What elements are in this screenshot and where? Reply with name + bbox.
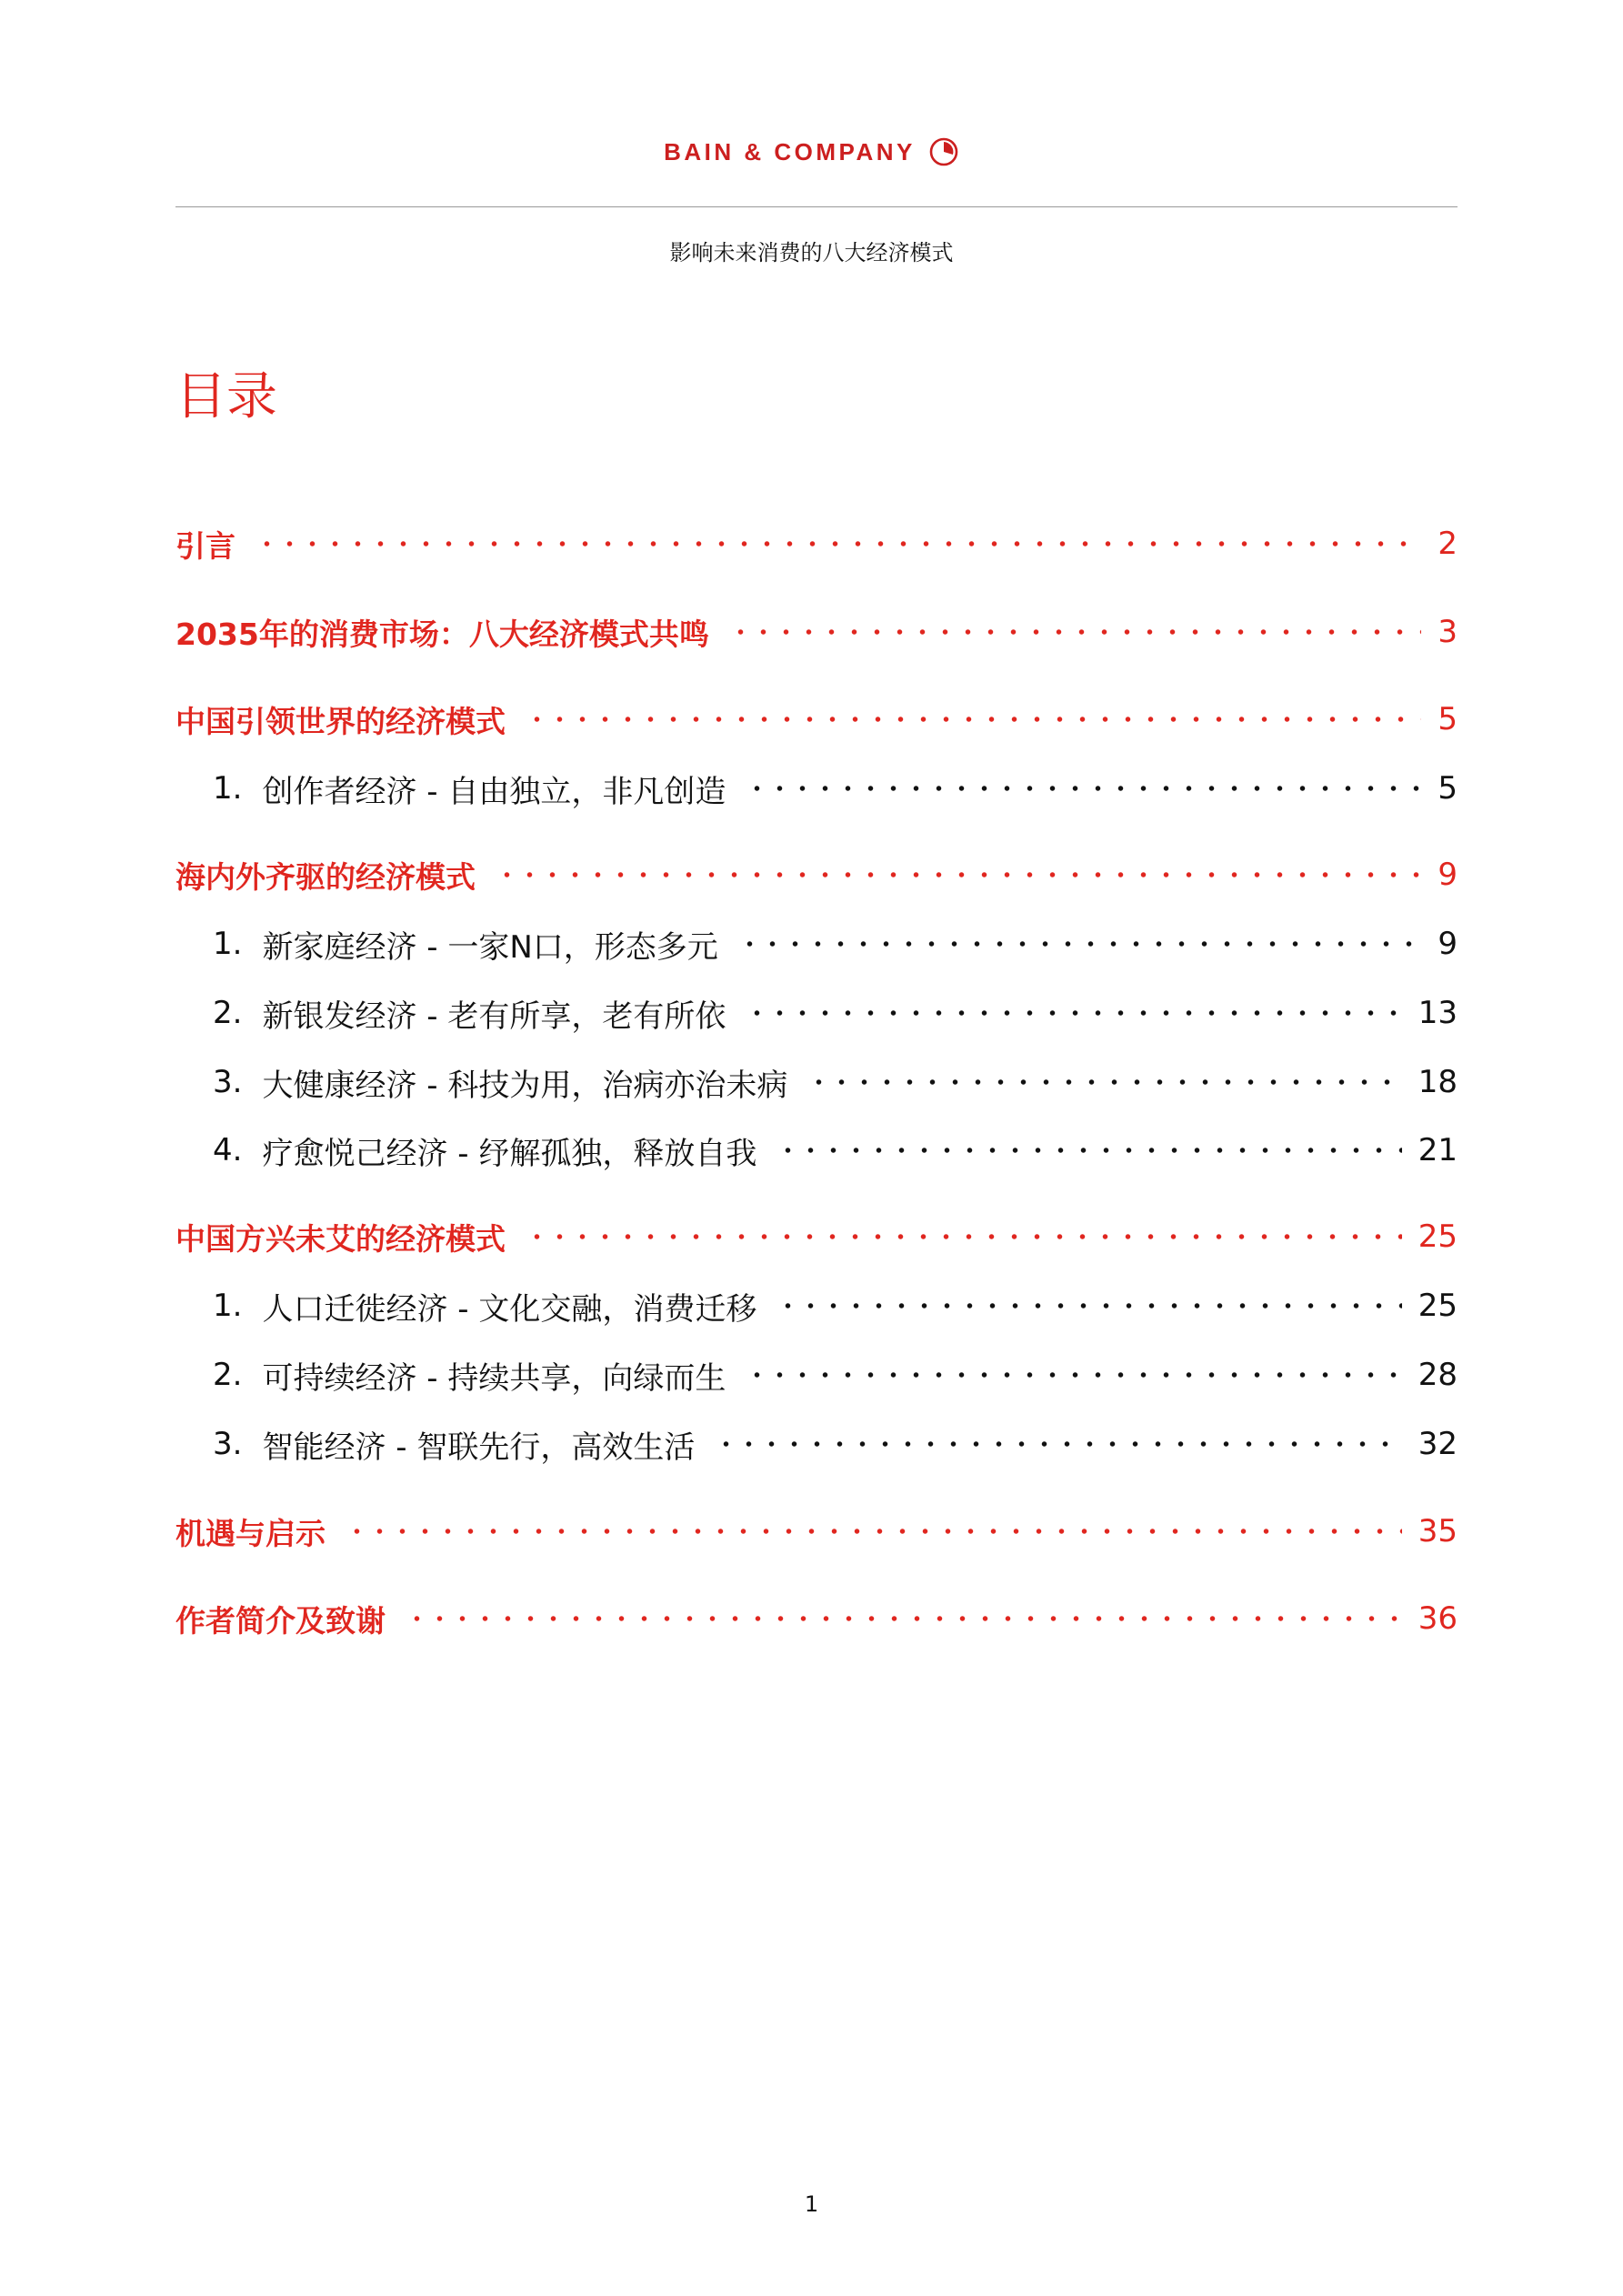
toc-entry-label: 海内外齐驱的经济模式 [175, 858, 476, 895]
toc-section-entry[interactable] [175, 697, 1458, 742]
toc-subsection-entry[interactable] [175, 766, 1458, 811]
toc-entry-label: 创作者经济 - 自由独立，非凡创造 [262, 773, 726, 810]
toc-entry-label: 新家庭经济 - 一家N口，形态多元 [262, 928, 718, 966]
page-number: 1 [804, 2191, 819, 2217]
toc-dot-leader [746, 785, 1421, 792]
toc-dot-leader [255, 540, 1421, 547]
toc-entry-number: 1. [213, 770, 243, 807]
toc-section-entry[interactable] [175, 521, 1458, 566]
toc-dot-leader [715, 1440, 1401, 1448]
header-divider [175, 206, 1458, 207]
toc-entry-page: 2 [1438, 526, 1458, 562]
toc-entry-page: 5 [1438, 701, 1458, 737]
toc-entry-label: 中国方兴未艾的经济模式 [175, 1220, 506, 1257]
toc-entry-number: 2. [213, 1357, 243, 1393]
toc-entry-page: 13 [1418, 995, 1458, 1031]
toc-entry-label: 疗愈悦己经济 - 纾解孤独，释放自我 [262, 1135, 757, 1172]
toc-entry-page: 9 [1438, 857, 1458, 893]
toc-dot-leader [526, 1233, 1402, 1240]
toc-entry-number: 2. [213, 995, 243, 1031]
toc-entry-page: 3 [1438, 614, 1458, 650]
bain-circle-mark-icon [928, 136, 959, 167]
toc-entry-number: 3. [213, 1426, 243, 1462]
toc-entry-number: 1. [213, 926, 243, 962]
toc-subsection-entry[interactable] [175, 1283, 1458, 1328]
toc-entry-label: 2035年的消费市场：八大经济模式共鸣 [175, 616, 709, 652]
toc-entry-label: 人口迁徙经济 - 文化交融，消费迁移 [262, 1290, 757, 1328]
toc-subsection-entry[interactable] [175, 990, 1458, 1036]
toc-dot-leader [526, 716, 1421, 723]
toc-entry-page: 35 [1418, 1513, 1458, 1549]
toc-entry-page: 18 [1418, 1064, 1458, 1100]
toc-subsection-entry[interactable] [175, 1059, 1458, 1105]
toc-dot-leader [406, 1615, 1402, 1622]
toc-entry-label: 引言 [175, 527, 235, 564]
toc-entry-number: 1. [213, 1288, 243, 1324]
toc-entry-number: 3. [213, 1064, 243, 1100]
toc-entry-number: 4. [213, 1132, 243, 1168]
toc-dot-leader [496, 871, 1421, 878]
toc-entry-label: 中国引领世界的经济模式 [175, 703, 506, 739]
toc-entry-page: 25 [1418, 1288, 1458, 1324]
toc-dot-leader [746, 1009, 1401, 1017]
toc-dot-leader [729, 628, 1422, 636]
toc-section-entry[interactable] [175, 852, 1458, 897]
toc-dot-leader [807, 1078, 1401, 1086]
toc-dot-leader [776, 1147, 1401, 1154]
toc-section-entry[interactable] [175, 1214, 1458, 1259]
toc-entry-label: 可持续经济 - 持续共享，向绿而生 [262, 1359, 726, 1397]
toc-entry-label: 机遇与启示 [175, 1515, 326, 1551]
toc-section-entry[interactable] [175, 1509, 1458, 1554]
toc-entry-page: 36 [1418, 1600, 1458, 1637]
toc-heading: 目录 [175, 367, 277, 426]
toc-entry-page: 9 [1438, 926, 1458, 962]
toc-dot-leader [776, 1302, 1401, 1309]
toc-dot-leader [746, 1371, 1401, 1379]
toc-dot-leader [346, 1528, 1402, 1535]
toc-entry-page: 5 [1438, 770, 1458, 807]
toc-entry-label: 新银发经济 - 老有所享，老有所依 [262, 998, 726, 1035]
toc-entry-label: 大健康经济 - 科技为用，治病亦治未病 [262, 1067, 788, 1104]
toc-subsection-entry[interactable] [175, 1352, 1458, 1398]
document-title: 影响未来消费的八大经济模式 [669, 240, 954, 266]
toc-entry-page: 32 [1418, 1426, 1458, 1462]
toc-entry-page: 28 [1418, 1357, 1458, 1393]
toc-entry-page: 21 [1418, 1132, 1458, 1168]
toc-subsection-entry[interactable] [175, 921, 1458, 967]
toc-entry-label: 作者简介及致谢 [175, 1602, 386, 1639]
toc-dot-leader [738, 940, 1422, 947]
toc-section-entry[interactable] [175, 609, 1458, 655]
toc-subsection-entry[interactable] [175, 1421, 1458, 1467]
toc-subsection-entry[interactable] [175, 1128, 1458, 1173]
brand-name: BAIN & COMPANY [664, 137, 916, 165]
toc-entry-label: 智能经济 - 智联先行，高效生活 [262, 1429, 696, 1466]
brand-logo [0, 136, 1623, 167]
toc-section-entry[interactable] [175, 1596, 1458, 1641]
toc-entry-page: 25 [1418, 1218, 1458, 1255]
